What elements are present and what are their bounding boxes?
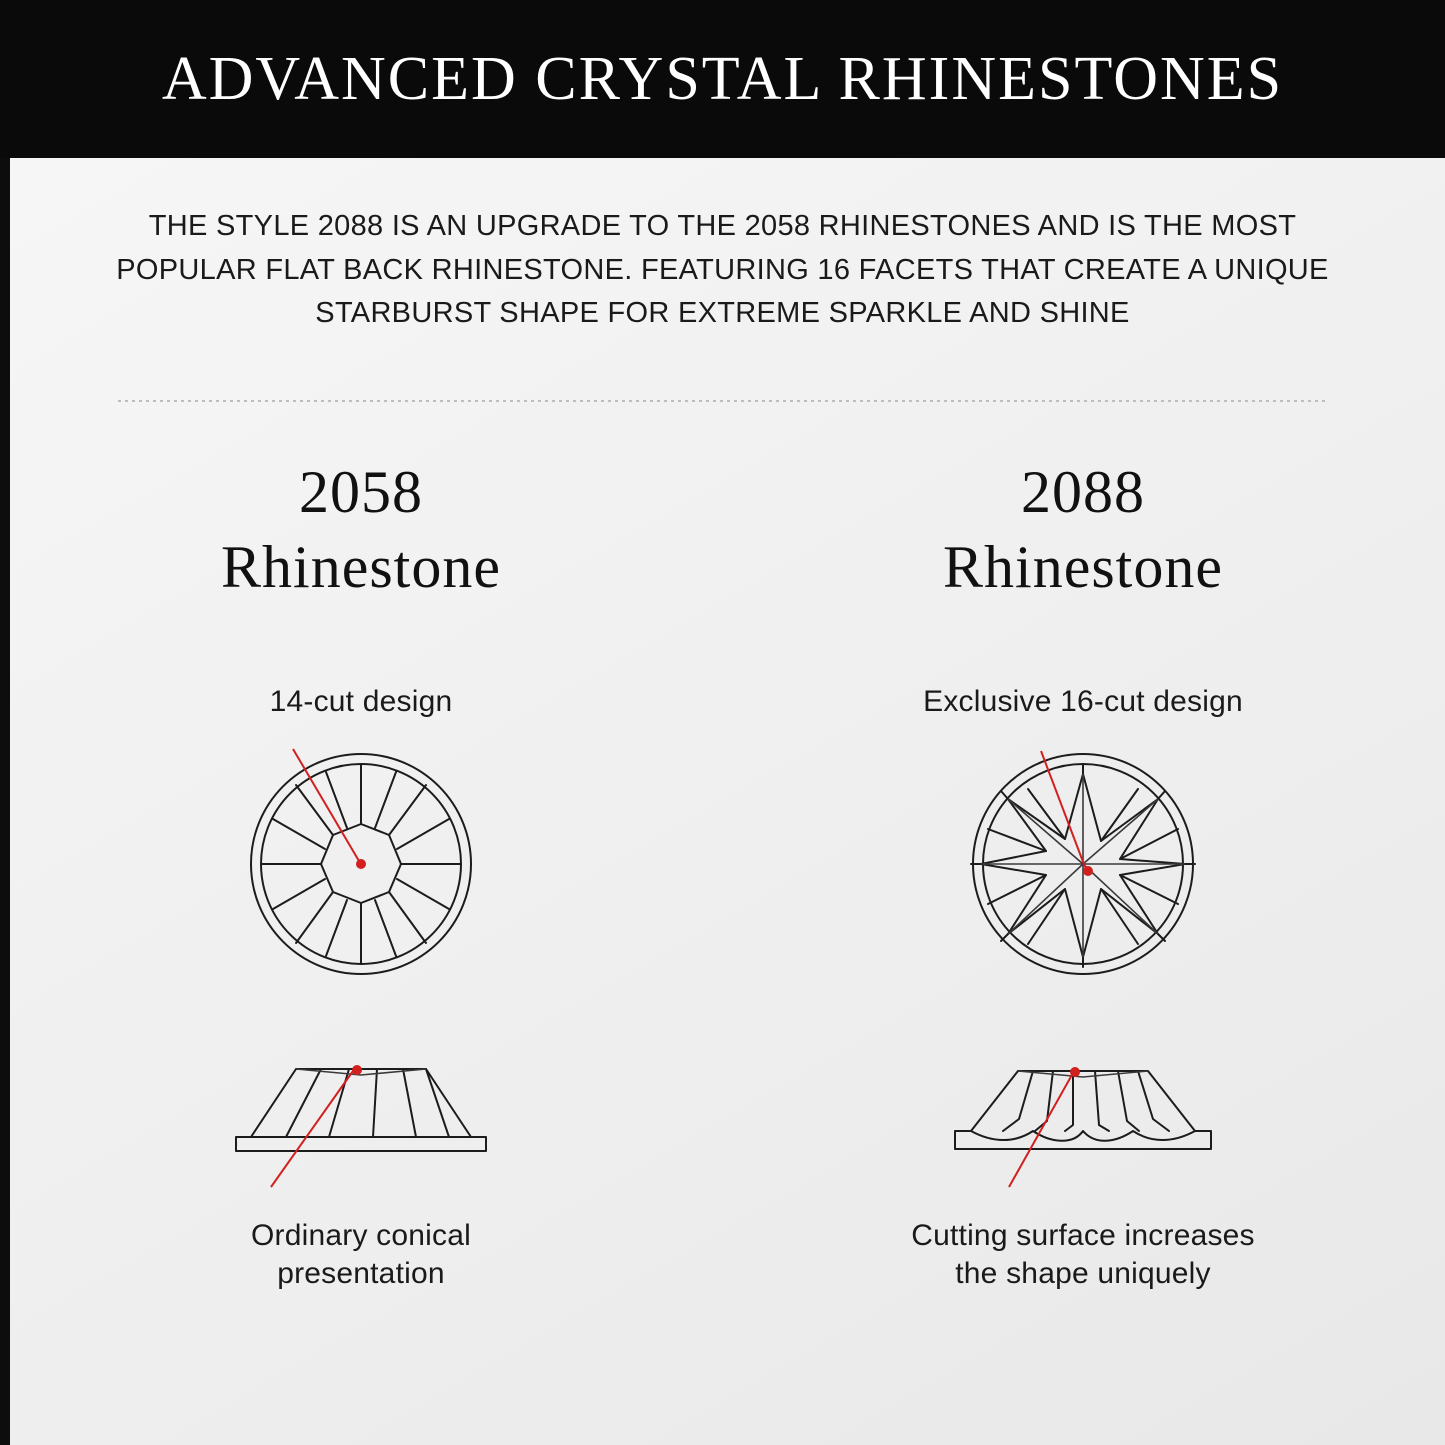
diagram-2088-top-view xyxy=(933,729,1233,989)
diagram-2088-top-view-svg xyxy=(933,729,1233,989)
callout-16-cut-design: Exclusive 16-cut design xyxy=(923,685,1243,718)
column-2088-title-line1: 2088 xyxy=(1020,459,1145,525)
callout-ordinary-conical xyxy=(251,1217,471,1292)
column-2058-title xyxy=(221,455,501,605)
intro-paragraph: THE STYLE 2088 IS AN UPGRADE TO THE 2058 RHINESTONES AND IS THE MOST POPULAR FLAT BACK RHINESTONE. FEATURING 16 FACETS THAT CREATE A UNIQUE STARBURST SHAPE FOR EXTREME SPARKLE AND SHINE xyxy=(116,210,1329,329)
diagram-2058-side-view-svg xyxy=(201,1059,521,1189)
diagram-2088-side-view-svg xyxy=(923,1059,1243,1189)
diagram-2058-side-view xyxy=(201,1059,521,1189)
diagram-2058-top-view-svg xyxy=(211,729,511,989)
callout-ordinary-conical-line2: presentation xyxy=(277,1256,445,1290)
diagram-2058-top-view xyxy=(211,729,511,989)
dotted-divider xyxy=(118,400,1328,402)
header-banner xyxy=(0,0,1445,158)
callout-cutting-surface-line2: the shape uniquely xyxy=(955,1256,1211,1290)
callout-cutting-surface xyxy=(911,1217,1255,1292)
column-2058-title-line1: 2058 xyxy=(298,459,423,525)
comparison-columns xyxy=(0,455,1445,1292)
column-2088 xyxy=(722,455,1444,1292)
callout-ordinary-conical-line1: Ordinary conical xyxy=(251,1219,471,1252)
diagram-2088-side-view xyxy=(923,1059,1243,1189)
callout-14-cut-design: 14-cut design xyxy=(269,685,453,718)
column-2058-title-line2: Rhinestone xyxy=(221,534,501,600)
column-2058 xyxy=(0,455,722,1292)
column-2088-title-line2: Rhinestone xyxy=(943,534,1223,600)
column-2088-title xyxy=(943,455,1223,605)
page-title: ADVANCED CRYSTAL RHINESTONES xyxy=(161,44,1284,113)
callout-cutting-surface-line1: Cutting surface increases xyxy=(911,1219,1255,1252)
